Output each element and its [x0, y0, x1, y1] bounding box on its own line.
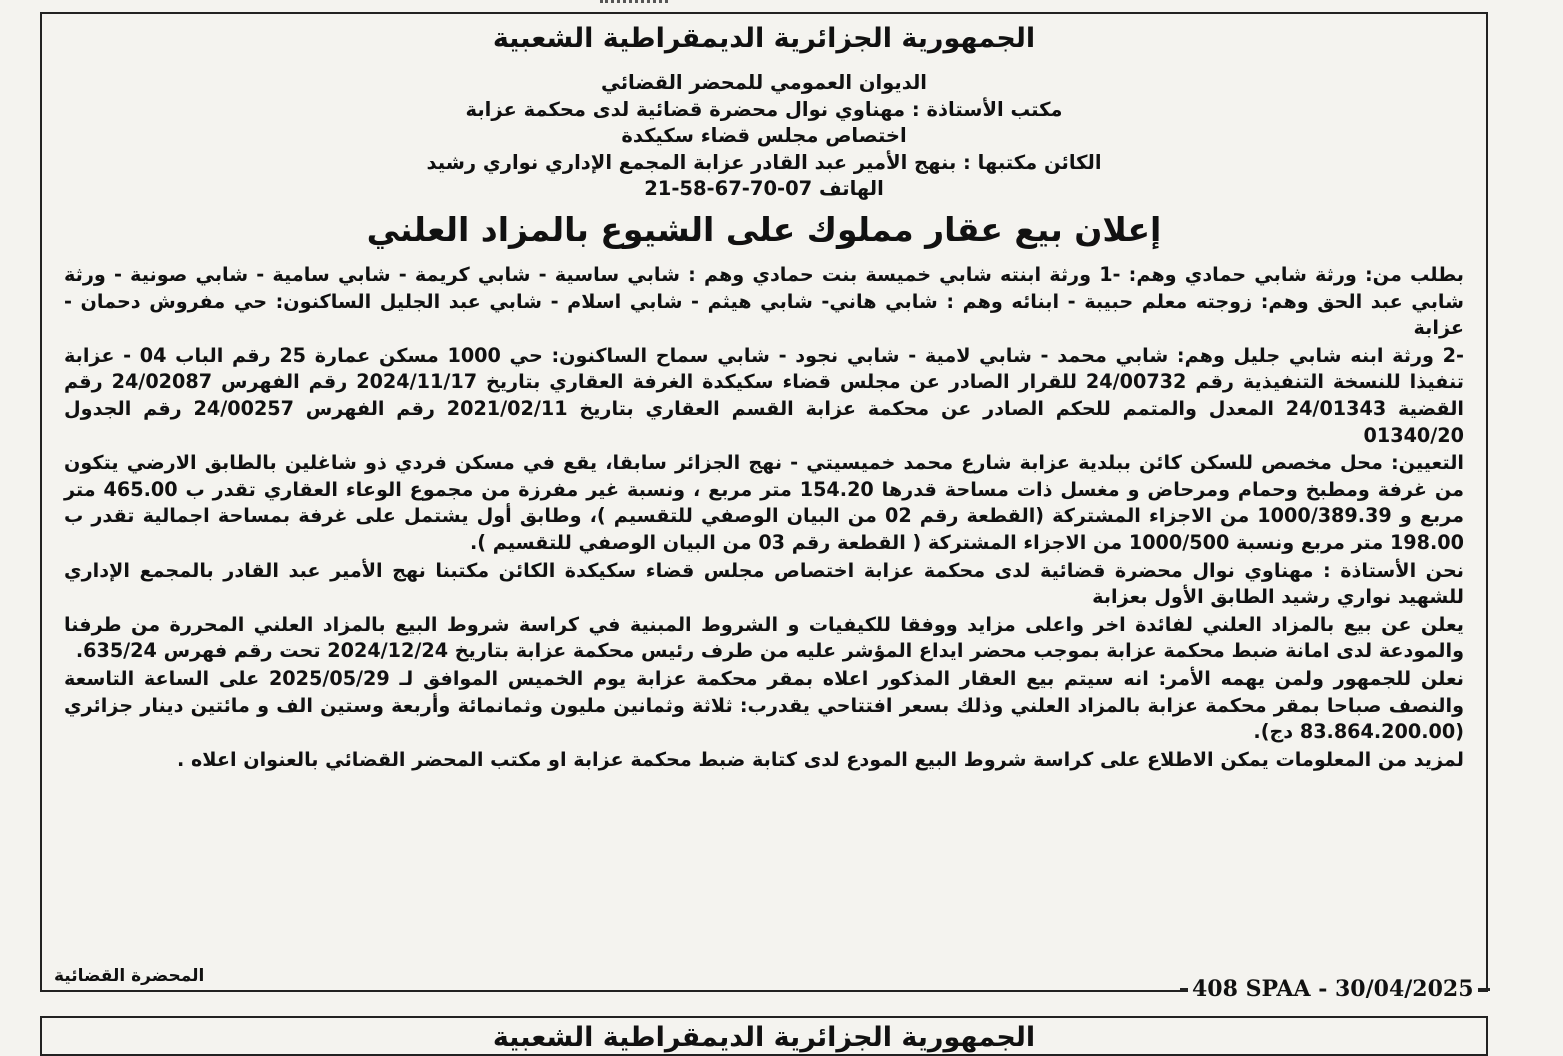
requesters-paragraph: بطلب من: ورثة شابي حمادي وهم: -1 ورثة ابنته شابي خميسة بنت حمادي وهم : شابي ساسية - شابي كريمة - شابي سامية - شابي صونية - ورثة شابي عبد الحق وهم: زوجته معلم حبيبة - ابنائه وهم : شابي هاني- شابي هيثم - شابي اسلام - شابي عبد الجليل الساكنون: حي مفروش دحمان - عزابة [64, 263, 1465, 340]
notice-body [64, 262, 1464, 773]
publication-reference: 408 SPAA - 30/04/2025 [1188, 975, 1478, 1003]
bailiff-header [64, 70, 1464, 202]
phone-line [64, 176, 1464, 202]
bailiff-statement: نحن الأستاذة : مهناوي نوال محضرة قضائية لدى محكمة عزابة اختصاص مجلس قضاء سكيكدة الكائن مكتبنا نهج الأمير عبد القادر بالمجمع الإداري للشهيد نواري رشيد الطابق الأول بعزابة [64, 558, 1464, 609]
bailiff-name: مكتب الأستاذة : مهناوي نوال محضرة قضائية لدى محكمة عزابة [465, 97, 1063, 121]
next-notice-heading: الجمهورية الجزائرية الديمقراطية الشعبية [492, 1022, 1036, 1053]
more-info: لمزيد من المعلومات يمكن الاطلاع على كراسة شروط البيع المودع لدى كتابة ضبط محكمة عزابة او مكتب المحضر القضائي بالعنوان اعلاه . [176, 747, 1464, 771]
republic-heading: الجمهورية الجزائرية الديمقراطية الشعبية [492, 23, 1036, 54]
page-top-mark [600, 0, 668, 9]
property-description: التعيين: محل مخصص للسكن كائن ببلدية عزابة شارع محمد خميسيتي - نهج الجزائر سابقا، يقع في مسكن فردي ذو شاغلين بالطابق الارضي يتكون من غرفة ومطبخ وحمام ومرحاض و مغسل ذات مساحة قدرها 154.20 متر مربع ، ونسبة غير مفرزة من مجموع الوعاء العقاري تقدر ب 465.00 متر مربع و 1000/389.39 من الاجزاء المشتركة (القطعة رقم 02 من البيان الوصفي للتقسيم )، وطابق أول يشتمل على غرفة بمساحة اجمالية تقدر ب 198.00 متر مربع ونسبة 1000/500 من الاجزاء المشتركة ( القطعة رقم 03 من البيان الوصفي للتقسيم ). [64, 451, 1464, 554]
jurisdiction: اختصاص مجلس قضاء سكيكدة [621, 124, 907, 147]
notice-title: إعلان بيع عقار مملوك على الشيوع بالمزاد العلني [366, 210, 1162, 249]
auction-date-price: نعلن للجمهور ولمن يهمه الأمر: انه سيتم بيع العقار المذكور اعلاه بمقر محكمة عزابة يوم الخميس الموافق لـ 2025/05/29 على الساعة التاسعة والنصف صباحا بمقر محكمة عزابة بالمزاد العلني وذلك بسعر افتتاحي يقدرب: ثلاثة وثمانين مليون وثمانمائة وأربعة وستين الف و مائتين دينار جزائري (83.864.200.00 دج). [64, 666, 1464, 744]
phone-number: 21-58-67-70-07 [644, 177, 813, 200]
office-name: الديوان العمومي للمحضر القضائي [600, 71, 927, 94]
office-address: الكائن مكتبها : بنهج الأمير عبد القادر عزابة المجمع الإداري نواري رشيد [426, 150, 1102, 174]
auction-announcement: يعلن عن بيع بالمزاد العلني لفائدة اخر واعلى مزايد ووفقا للكيفيات و الشروط المبنية في كراسة شروط البيع بالمزاد العلني المحررة من طرفنا والمودعة لدى امانة ضبط محكمة عزابة بموجب محضر ايداع المؤشر عليه من طرف رئيس محكمة عزابة بتاريخ 2024/12/24 تحت رقم فهرس 635/24. [64, 612, 1464, 663]
phone-label: الهاتف [819, 177, 884, 200]
execution-paragraph: -2 ورثة ابنه شابي جليل وهم: شابي محمد - شابي لامية - شابي نجود - شابي سماح الساكنون: حي 1000 مسكن عمارة 25 رقم الباب 04 - عزابة تنفيذا للنسخة التنفيذية رقم 24/00732 للقرار الصادر عن مجلس قضاء سكيكدة الغرفة العقاري بتاريخ 2024/11/17 رقم الفهرس 24/02087 رقم القضية 24/01343 المعدل والمتمم للحكم الصادر عن محكمة عزابة القسم العقاري بتاريخ 2021/02/11 رقم الفهرس 24/00257 رقم الجدول 01340/20 [64, 343, 1464, 447]
legal-notice [40, 12, 1488, 992]
next-notice [40, 1016, 1488, 1056]
signature: المحضرة القضائية [54, 966, 205, 986]
